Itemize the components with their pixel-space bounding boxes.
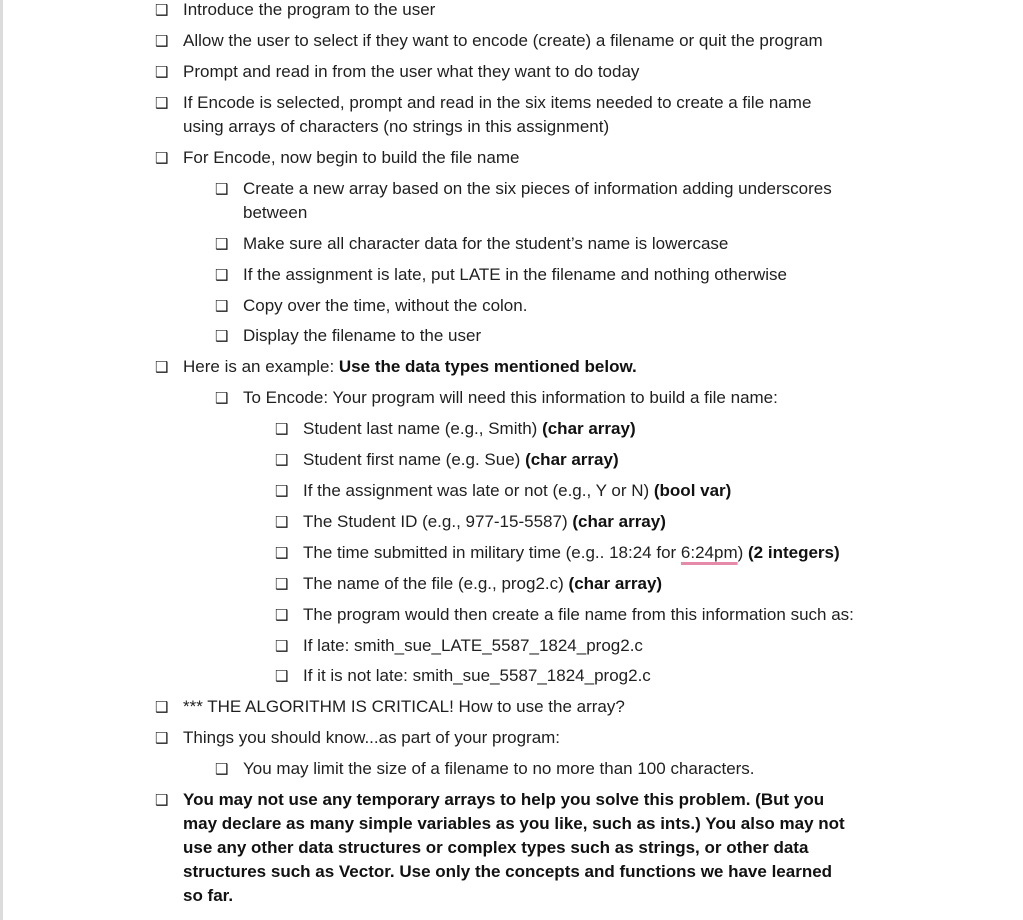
list-item: [155, 29, 823, 53]
list-item: [155, 60, 640, 84]
item-text: If late: smith_sue_LATE_5587_1824_prog2.c: [303, 636, 643, 655]
item-text: The name of the file (e.g., prog2.c): [303, 574, 569, 593]
item-text-post: ): [737, 543, 749, 562]
list-item: [155, 695, 625, 719]
list-item: [275, 479, 732, 503]
list-item: [275, 572, 663, 596]
list-item: [215, 386, 778, 410]
checkbox-icon: ❑: [215, 389, 229, 407]
item-text: Student last name (e.g., Smith): [303, 419, 543, 438]
list-item: [215, 294, 528, 318]
item-bold-text: (char array): [572, 512, 666, 531]
list-item: [215, 263, 787, 287]
item-text: To Encode: Your program will need this information to build a file name:: [243, 388, 778, 407]
list-item: [275, 603, 854, 627]
item-text: If it is not late: smith_sue_5587_1824_prog2.c: [303, 666, 651, 685]
item-text-line-2: using arrays of characters (no strings in this assignment): [183, 117, 610, 136]
checkbox-icon: ❑: [275, 667, 289, 685]
list-item: [275, 541, 840, 565]
list-item: [275, 664, 651, 688]
list-item: [275, 448, 619, 472]
item-bold-text: Use the data types mentioned below.: [338, 357, 637, 376]
checkbox-icon: ❑: [275, 513, 289, 531]
checkbox-icon: ❑: [275, 544, 289, 562]
item-text: *** THE ALGORITHM IS CRITICAL! How to use the array?: [183, 697, 625, 716]
item-text-line-1: If Encode is selected, prompt and read in the six items needed to create a file name: [183, 93, 812, 112]
item-text: Things you should know...as part of your program:: [183, 728, 561, 747]
checkbox-icon: ❑: [275, 575, 289, 593]
checkbox-icon: ❑: [155, 791, 169, 809]
checkbox-icon: ❑: [155, 94, 169, 112]
list-item: [215, 324, 482, 348]
list-item: [215, 232, 729, 256]
item-text: Copy over the time, without the colon.: [243, 296, 528, 315]
item-text: You may limit the size of a filename to no more than 100 characters.: [243, 759, 755, 778]
checkbox-icon: ❑: [155, 1, 169, 19]
item-bold-line-1: You may not use any temporary arrays to help you solve this problem. (But you: [183, 790, 825, 809]
item-text: If the assignment is late, put LATE in the filename and nothing otherwise: [243, 265, 787, 284]
list-item: [275, 417, 636, 441]
list-item: [275, 634, 643, 658]
item-text: The program would then create a file name from this information such as:: [303, 605, 854, 624]
item-text: The time submitted in military time (e.g.. 18:24 for: [303, 543, 681, 562]
item-text: Display the filename to the user: [243, 326, 482, 345]
item-text: If the assignment was late or not (e.g., Y or N): [303, 481, 654, 500]
checkbox-icon: ❑: [275, 420, 289, 438]
item-text: Student first name (e.g. Sue): [303, 450, 526, 469]
checkbox-icon: ❑: [275, 451, 289, 469]
item-bold-text: (char array): [568, 574, 663, 593]
checkbox-icon: ❑: [155, 698, 169, 716]
item-bold-text: (bool var): [653, 481, 732, 500]
checkbox-icon: ❑: [275, 482, 289, 500]
checkbox-icon: ❑: [155, 32, 169, 50]
checkbox-icon: ❑: [275, 637, 289, 655]
item-text: Make sure all character data for the student’s name is lowercase: [243, 234, 729, 253]
item-text: Prompt and read in from the user what they want to do today: [183, 62, 640, 81]
list-item: [215, 757, 755, 781]
list-item: [155, 355, 637, 379]
list-item: [155, 788, 845, 908]
item-bold-text: (char array): [525, 450, 619, 469]
checkbox-icon: ❑: [215, 180, 229, 198]
checkbox-icon: ❑: [215, 297, 229, 315]
item-text: The Student ID (e.g., 977-15-5587): [303, 512, 573, 531]
item-bold-text: (2 integers): [748, 543, 840, 562]
list-item: [155, 726, 561, 750]
checkbox-icon: ❑: [215, 266, 229, 284]
list-item: [275, 510, 666, 534]
checkbox-icon: ❑: [155, 63, 169, 81]
list-item: [155, 146, 520, 170]
item-bold-line-2: may declare as many simple variables as you like, such as ints.) You also may not: [183, 814, 845, 833]
item-text: For Encode, now begin to build the file name: [183, 148, 520, 167]
item-bold-line-5: so far.: [183, 886, 234, 905]
item-text-line-1: Create a new array based on the six pieces of information adding underscores: [243, 179, 832, 198]
item-text: Here is an example:: [183, 357, 339, 376]
item-bold-text: (char array): [542, 419, 636, 438]
item-text: Introduce the program to the user: [183, 0, 436, 19]
item-bold-line-4: structures such as Vector. Use only the concepts and functions we have learned: [183, 862, 833, 881]
checkbox-icon: ❑: [155, 149, 169, 167]
list-item: [155, 91, 812, 139]
checkbox-icon: ❑: [275, 606, 289, 624]
checkbox-icon: ❑: [155, 358, 169, 376]
spellcheck-flagged-word[interactable]: 6:24pm: [680, 543, 738, 562]
checkbox-icon: ❑: [215, 760, 229, 778]
item-text-line-2: between: [243, 203, 308, 222]
list-item: [155, 0, 436, 22]
item-bold-line-3: use any other data structures or complex types such as strings, or other data: [183, 838, 809, 857]
checkbox-icon: ❑: [215, 327, 229, 345]
list-item: [215, 177, 832, 225]
item-text: Allow the user to select if they want to encode (create) a filename or quit the program: [183, 31, 823, 50]
checkbox-icon: ❑: [215, 235, 229, 253]
checkbox-icon: ❑: [155, 729, 169, 747]
